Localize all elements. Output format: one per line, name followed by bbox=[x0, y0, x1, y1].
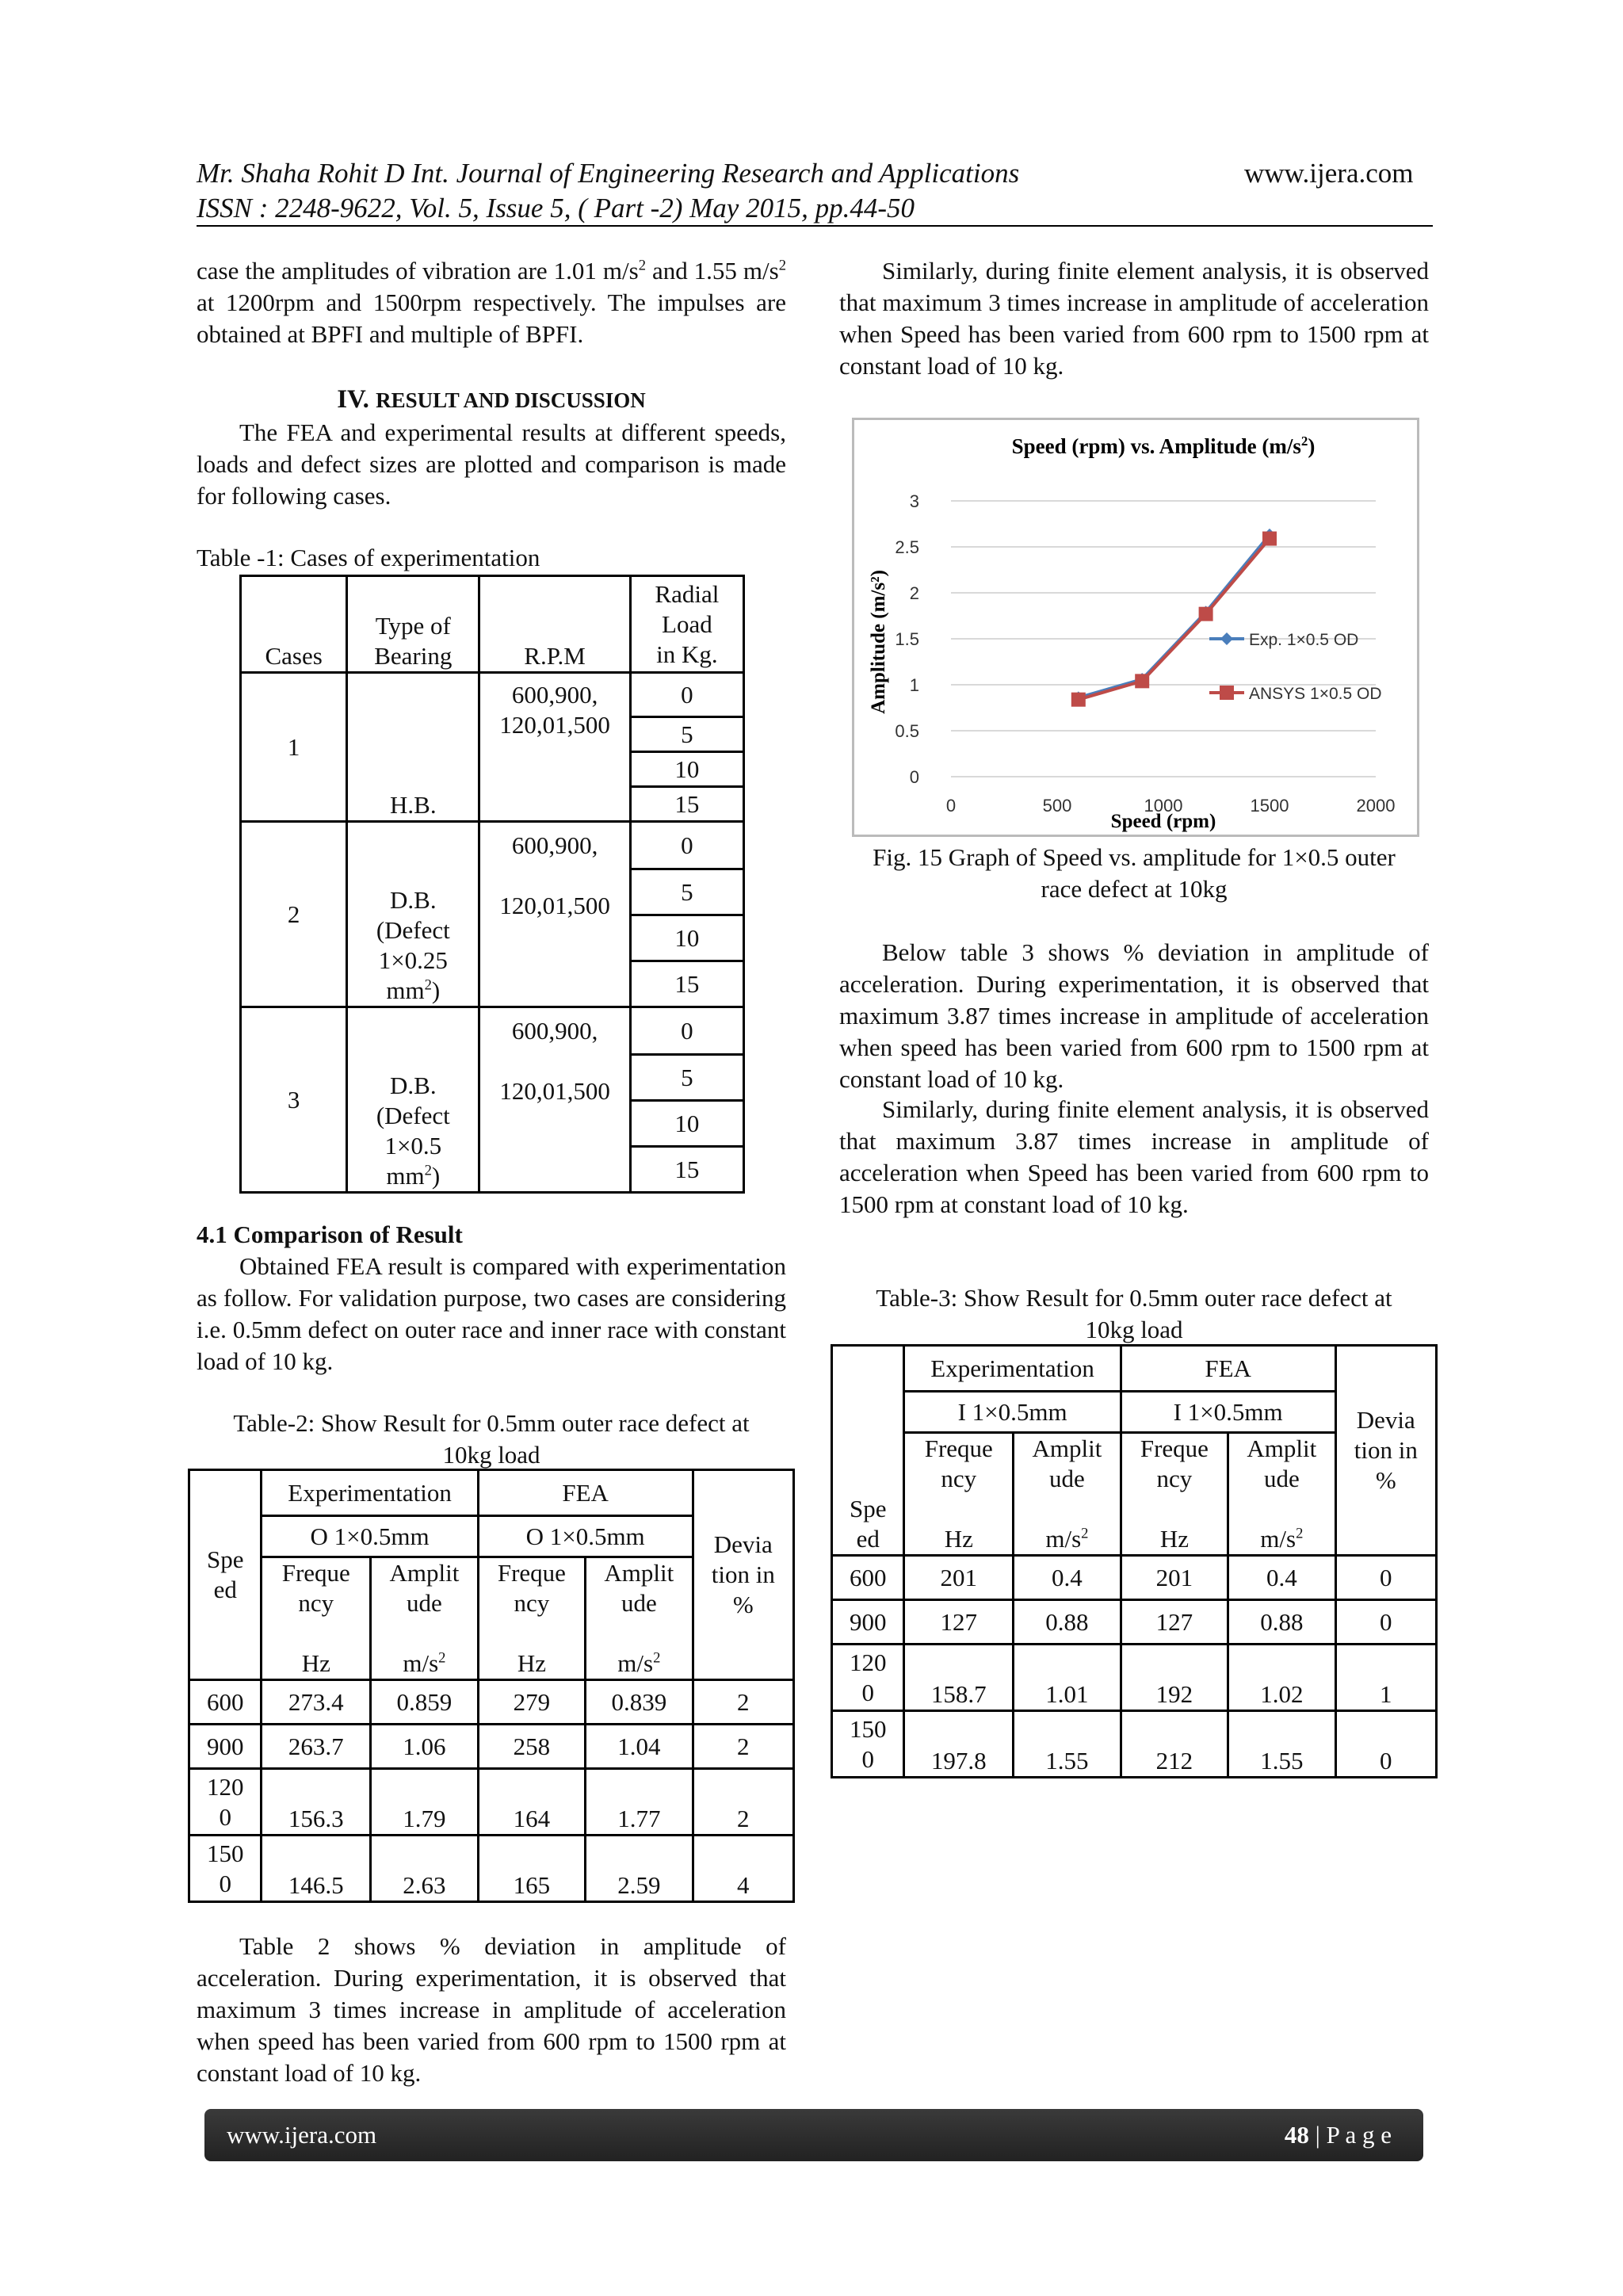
legend-marker bbox=[1220, 686, 1234, 700]
speed-cell: 150 0 bbox=[832, 1711, 904, 1778]
case-number: 2 bbox=[241, 822, 347, 1007]
fea-amplitude-cell: 2.59 bbox=[586, 1836, 693, 1902]
load-value: 0 bbox=[630, 673, 743, 717]
outer-race-results-table bbox=[188, 1469, 795, 1903]
amplitude-header: Amplit ude $m/s^2$ bbox=[586, 1557, 693, 1680]
exp-amplitude-cell: 0.4 bbox=[1014, 1556, 1121, 1600]
exp-amplitude-cell: 1.06 bbox=[371, 1725, 479, 1769]
exp-frequency-cell: 263.7 bbox=[262, 1725, 371, 1769]
chart-title: Speed (rpm) vs. Amplitude $(m/s^2)$ bbox=[1011, 434, 1316, 458]
deviation-cell: 0 bbox=[1335, 1711, 1436, 1778]
table-row bbox=[189, 1680, 794, 1725]
fea-frequency-cell: 192 bbox=[1121, 1645, 1228, 1711]
fea-frequency-cell: 164 bbox=[478, 1769, 585, 1836]
fea-amplitude-cell: 1.55 bbox=[1228, 1711, 1335, 1778]
load-value: 15 bbox=[630, 787, 743, 822]
deviation-cell: 2 bbox=[693, 1769, 793, 1836]
frequency-header: Freque ncy Hz bbox=[262, 1557, 371, 1680]
page-footer bbox=[204, 2109, 1423, 2161]
inner-race-results-table bbox=[831, 1344, 1438, 1778]
cases-table bbox=[239, 575, 745, 1194]
y-axis-label: Amplitude (m/s²) bbox=[868, 570, 889, 714]
journal-website[interactable]: www.ijera.com bbox=[1244, 158, 1414, 189]
exp-frequency-cell: 201 bbox=[904, 1556, 1014, 1600]
x-tick-label: 500 bbox=[1042, 796, 1072, 816]
fea-amplitude-cell: 1.77 bbox=[586, 1769, 693, 1836]
speed-cell: 150 0 bbox=[189, 1836, 262, 1902]
figure-15-caption: Fig. 15 Graph of Speed vs. amplitude for 1×0.5 outer race defect at 10kg bbox=[873, 843, 1396, 903]
data-point-ansys bbox=[1135, 674, 1149, 688]
speed-cell: 120 0 bbox=[189, 1769, 262, 1836]
intro-paragraph: case the amplitudes of vibration are 1.01 $m/s^2$ and 1.55 $m/s^2$ at 1200rpm and 1500rpm respectively. The impulses are obtained at BPFI and multiple of BPFI. bbox=[197, 257, 786, 348]
experimentation-header: Experimentation bbox=[904, 1346, 1121, 1392]
rpm-values: 600,900, 120,01,500 bbox=[479, 1007, 630, 1193]
x-tick-label: 2000 bbox=[1356, 796, 1396, 816]
amplitude-header: Amplit ude $m/s^2$ bbox=[371, 1557, 479, 1680]
defect-label: O 1×0.5mm bbox=[262, 1516, 478, 1557]
deviation-cell: 1 bbox=[1335, 1645, 1436, 1711]
y-tick-label: 2 bbox=[909, 583, 919, 603]
load-value: 5 bbox=[630, 717, 743, 752]
defect-label: I 1×0.5mm bbox=[904, 1392, 1121, 1433]
table-row bbox=[189, 1836, 794, 1902]
bearing-type: H.B. bbox=[347, 673, 479, 822]
fea-frequency-cell: 165 bbox=[478, 1836, 585, 1902]
header-rule bbox=[197, 225, 1433, 227]
speed-cell: 900 bbox=[832, 1600, 904, 1645]
frequency-header: Freque ncy Hz bbox=[1121, 1433, 1228, 1556]
rpm-values: 600,900, 120,01,500 bbox=[479, 673, 630, 822]
speed-cell: 900 bbox=[189, 1725, 262, 1769]
deviation-cell: 4 bbox=[693, 1836, 793, 1902]
fea-amplitude-cell: 1.04 bbox=[586, 1725, 693, 1769]
fea-frequency-cell: 212 bbox=[1121, 1711, 1228, 1778]
table1-header-load: Radial Load in Kg. bbox=[630, 576, 743, 673]
exp-frequency-cell: 156.3 bbox=[262, 1769, 371, 1836]
y-tick-label: 0 bbox=[909, 767, 919, 787]
fea-header: FEA bbox=[1121, 1346, 1335, 1392]
amplitude-header: Amplit ude $m/s^2$ bbox=[1228, 1433, 1335, 1556]
case-number: 3 bbox=[241, 1007, 347, 1193]
speed-cell: 600 bbox=[189, 1680, 262, 1725]
series-line bbox=[1079, 535, 1270, 697]
speed-header: Spe ed bbox=[832, 1346, 904, 1556]
table3-intro-paragraph: Below table 3 shows % deviation in amplitude of acceleration. During experimentation, it is observed that maximum 3.87 times increase in amplitude of acceleration when speed has been varied from 600 rpm to 1500 rpm at constant load of 10 kg. bbox=[839, 938, 1429, 1093]
legend-marker bbox=[1220, 632, 1233, 645]
fea-amplitude-cell: 1.02 bbox=[1228, 1645, 1335, 1711]
fea-frequency-cell: 279 bbox=[478, 1680, 585, 1725]
page-number: 48 | P a g e bbox=[1284, 2121, 1392, 2149]
fea-frequency-cell: 201 bbox=[1121, 1556, 1228, 1600]
fea-amplitude-cell: 0.88 bbox=[1228, 1600, 1335, 1645]
table1-header-cases: Cases bbox=[241, 576, 347, 673]
table3-caption: Table-3: Show Result for 0.5mm outer race defect at 10kg load bbox=[876, 1284, 1392, 1343]
y-tick-label: 1.5 bbox=[895, 629, 919, 649]
subsection-paragraph: Obtained FEA result is compared with experimentation as follow. For validation purpose, two cases are considering i.e. 0.5mm defect on outer race and inner race with constant load of 10 kg. bbox=[197, 1252, 786, 1375]
exp-amplitude-cell: 2.63 bbox=[371, 1836, 479, 1902]
x-tick-label: 1500 bbox=[1250, 796, 1289, 816]
section-heading: IV. RESULT AND DISCUSSION bbox=[337, 385, 646, 414]
fea-frequency-cell: 258 bbox=[478, 1725, 585, 1769]
experimentation-header: Experimentation bbox=[262, 1470, 478, 1516]
x-axis-label: Speed (rpm) bbox=[1110, 811, 1216, 832]
fea-amplitude-cell: 0.4 bbox=[1228, 1556, 1335, 1600]
fea-paragraph-2: Similarly, during finite element analysis, it is observed that maximum 3.87 times increase in amplitude of acceleration when Speed has been varied from 600 rpm to 1500 rpm at constant load of 10 kg. bbox=[839, 1095, 1429, 1218]
y-tick-label: 2.5 bbox=[895, 537, 919, 557]
fea-frequency-cell: 127 bbox=[1121, 1600, 1228, 1645]
load-value: 10 bbox=[630, 752, 743, 787]
exp-frequency-cell: 127 bbox=[904, 1600, 1014, 1645]
load-value: 0 bbox=[630, 1007, 743, 1055]
exp-frequency-cell: 273.4 bbox=[262, 1680, 371, 1725]
data-point-ansys bbox=[1199, 607, 1213, 621]
exp-frequency-cell: 197.8 bbox=[904, 1711, 1014, 1778]
exp-amplitude-cell: 1.79 bbox=[371, 1769, 479, 1836]
load-value: 5 bbox=[630, 1055, 743, 1101]
speed-cell: 120 0 bbox=[832, 1645, 904, 1711]
data-point-ansys bbox=[1071, 693, 1086, 707]
x-tick-label: 1000 bbox=[1144, 796, 1183, 816]
deviation-header: Devia tion in % bbox=[1335, 1346, 1436, 1556]
deviation-cell: 0 bbox=[1335, 1556, 1436, 1600]
x-tick-label: 0 bbox=[945, 796, 957, 816]
deviation-header: Devia tion in % bbox=[693, 1470, 793, 1680]
y-tick-label: 3 bbox=[909, 491, 919, 511]
load-value: 15 bbox=[630, 1147, 743, 1193]
exp-frequency-cell: 146.5 bbox=[262, 1836, 371, 1902]
case-number: 1 bbox=[241, 673, 347, 822]
speed-amplitude-chart bbox=[854, 420, 1417, 835]
table-row bbox=[832, 1645, 1437, 1711]
journal-header-line1: Mr. Shaha Rohit D Int. Journal of Engineering Research and Applications bbox=[197, 158, 1020, 189]
bearing-type: D.B. (Defect 1×0.5 $mm^2$) bbox=[347, 1007, 479, 1193]
defect-label: I 1×0.5mm bbox=[1121, 1392, 1335, 1433]
load-value: 5 bbox=[630, 869, 743, 915]
load-value: 0 bbox=[630, 822, 743, 869]
exp-amplitude-cell: 0.88 bbox=[1014, 1600, 1121, 1645]
speed-header: Spe ed bbox=[189, 1470, 262, 1680]
frequency-header: Freque ncy Hz bbox=[904, 1433, 1014, 1556]
fea-amplitude-cell: 0.839 bbox=[586, 1680, 693, 1725]
figure-15-frame bbox=[852, 418, 1419, 837]
exp-amplitude-cell: 1.55 bbox=[1014, 1711, 1121, 1778]
table1-header-type: Type of Bearing bbox=[347, 576, 479, 673]
subsection-heading: 4.1 Comparison of Result bbox=[197, 1221, 463, 1248]
table1-caption: Table -1: Cases of experimentation bbox=[197, 544, 540, 571]
y-tick-label: 0.5 bbox=[895, 721, 919, 741]
table2-caption: Table-2: Show Result for 0.5mm outer race defect at 10kg load bbox=[233, 1409, 750, 1469]
footer-website[interactable]: www.ijera.com bbox=[227, 2121, 377, 2149]
table-row bbox=[189, 1769, 794, 1836]
fea-paragraph: Similarly, during finite element analysis, it is observed that maximum 3 times increase in amplitude of acceleration when Speed has been varied from 600 rpm to 1500 rpm at constant load of 10 kg. bbox=[839, 257, 1429, 380]
deviation-cell: 0 bbox=[1335, 1600, 1436, 1645]
table-row bbox=[832, 1711, 1437, 1778]
deviation-cell: 2 bbox=[693, 1725, 793, 1769]
data-point-ansys bbox=[1262, 532, 1277, 546]
series-line bbox=[1079, 539, 1270, 700]
section-paragraph: The FEA and experimental results at different speeds, loads and defect sizes are plotted and comparison is made for following cases. bbox=[197, 418, 786, 510]
load-value: 10 bbox=[630, 1101, 743, 1147]
bottom-paragraph: Table 2 shows % deviation in amplitude of acceleration. During experimentation, it is observed that maximum 3 times increase in amplitude of acceleration when speed has been varied from 600 rpm to 1500 rpm at constant load of 10 kg. bbox=[197, 1932, 786, 2087]
legend-label: ANSYS 1×0.5 OD bbox=[1249, 685, 1382, 703]
bearing-type: D.B. (Defect 1×0.25 $mm^2$) bbox=[347, 822, 479, 1007]
exp-amplitude-cell: 1.01 bbox=[1014, 1645, 1121, 1711]
y-tick-label: 1 bbox=[909, 675, 919, 695]
table-row bbox=[832, 1600, 1437, 1645]
table-row bbox=[189, 1725, 794, 1769]
speed-cell: 600 bbox=[832, 1556, 904, 1600]
load-value: 15 bbox=[630, 961, 743, 1007]
table-row bbox=[832, 1556, 1437, 1600]
exp-frequency-cell: 158.7 bbox=[904, 1645, 1014, 1711]
exp-amplitude-cell: 0.859 bbox=[371, 1680, 479, 1725]
load-value: 10 bbox=[630, 915, 743, 961]
amplitude-header: Amplit ude $m/s^2$ bbox=[1014, 1433, 1121, 1556]
table1-header-rpm: R.P.M bbox=[479, 576, 630, 673]
fea-header: FEA bbox=[478, 1470, 693, 1516]
rpm-values: 600,900, 120,01,500 bbox=[479, 822, 630, 1007]
deviation-cell: 2 bbox=[693, 1680, 793, 1725]
frequency-header: Freque ncy Hz bbox=[478, 1557, 585, 1680]
defect-label: O 1×0.5mm bbox=[478, 1516, 693, 1557]
journal-header-line2: ISSN : 2248-9622, Vol. 5, Issue 5, ( Part -2) May 2015, pp.44-50 bbox=[197, 193, 915, 223]
legend-label: Exp. 1×0.5 OD bbox=[1249, 631, 1359, 649]
